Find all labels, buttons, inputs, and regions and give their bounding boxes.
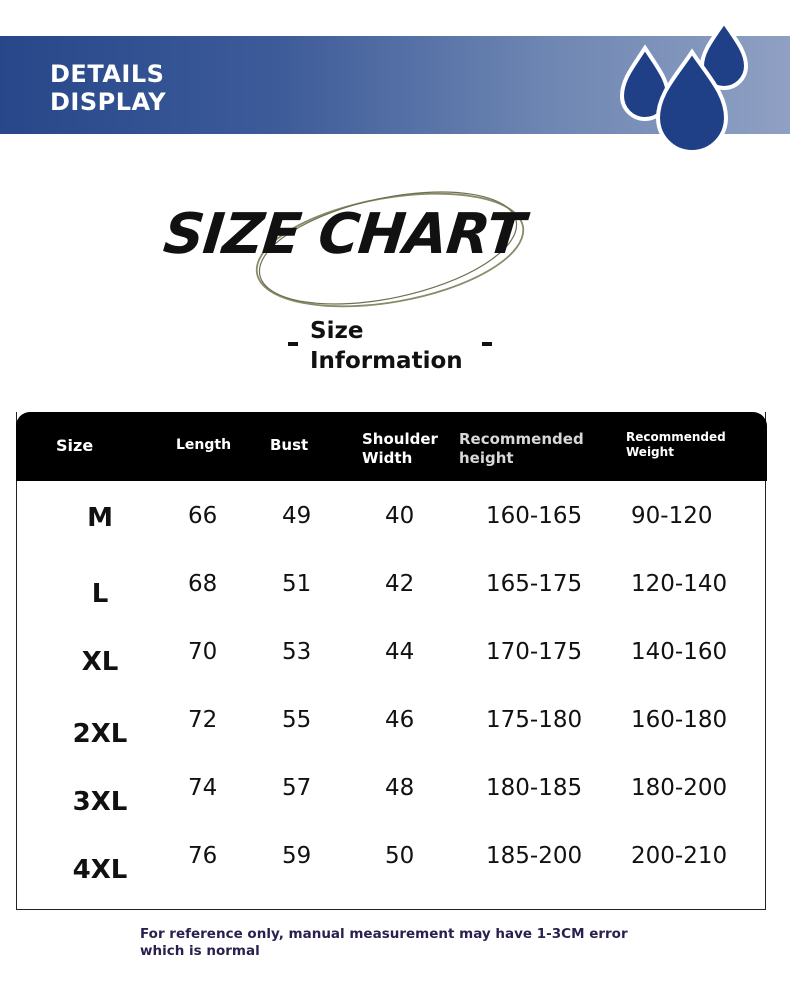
table-cell: 90-120 (631, 503, 713, 529)
section-subtitle (284, 316, 504, 376)
header-size: Size (56, 436, 94, 455)
table-header (16, 412, 767, 481)
table-cell: 48 (385, 775, 415, 801)
table-cell: 180-200 (631, 775, 728, 801)
header-recommended-weight (626, 430, 726, 460)
table-cell: 57 (282, 775, 312, 801)
page-title: SIZE CHART (160, 202, 528, 267)
table-cell: 160-165 (486, 503, 583, 529)
subtitle-line-2: Information (310, 348, 463, 374)
disclaimer-note: For reference only, manual measurement may have 1-3CM error which is normal (140, 926, 628, 959)
size-label: L (91, 579, 109, 609)
header-height-line-2: height (459, 449, 514, 467)
table-cell: 46 (385, 707, 415, 733)
table-cell: 140-160 (631, 639, 728, 665)
table-cell: 170-175 (486, 639, 583, 665)
header-shoulder-line-2: Width (362, 449, 413, 467)
size-chart-title-block (150, 180, 630, 320)
table-cell: 165-175 (486, 571, 583, 597)
table-cell: 200-210 (631, 843, 728, 869)
header-length: Length (176, 437, 232, 453)
table-cell: 120-140 (631, 571, 728, 597)
table-cell: 42 (385, 571, 415, 597)
subtitle-text (310, 316, 463, 376)
header-weight-line-2: Weight (626, 445, 674, 459)
table-cell: 50 (385, 843, 415, 869)
table-cell: 68 (188, 571, 218, 597)
banner-title (50, 60, 166, 116)
table-cell: 70 (188, 639, 218, 665)
table-cell: 53 (282, 639, 312, 665)
table-cell: 175-180 (486, 707, 583, 733)
table-cell: 160-180 (631, 707, 728, 733)
table-cell: 76 (188, 843, 218, 869)
banner-line-1: DETAILS (50, 60, 165, 88)
size-label: 2XL (72, 719, 128, 749)
table-cell: 55 (282, 707, 312, 733)
table-cell: 66 (188, 503, 218, 529)
size-label: XL (81, 647, 119, 677)
table-cell: 44 (385, 639, 415, 665)
header-shoulder-line-1: Shoulder (362, 430, 438, 448)
table-cell: 72 (188, 707, 218, 733)
table-cell: 51 (282, 571, 312, 597)
table-cell: 180-185 (486, 775, 583, 801)
header-bust: Bust (270, 436, 309, 454)
left-dash (288, 342, 298, 346)
table-cell: 74 (188, 775, 218, 801)
table-cell: 40 (385, 503, 415, 529)
header-shoulder-width (362, 430, 438, 468)
header-height-line-1: Recommended (459, 430, 584, 448)
size-label: 4XL (72, 855, 128, 885)
subtitle-line-1: Size (310, 318, 364, 344)
banner-line-2: DISPLAY (50, 88, 167, 116)
table-cell: 59 (282, 843, 312, 869)
right-dash (482, 342, 492, 346)
size-label: M (87, 503, 113, 533)
water-drops-icon (612, 18, 762, 158)
header-weight-line-1: Recommended (626, 430, 726, 444)
table-cell: 185-200 (486, 843, 583, 869)
size-label: 3XL (72, 787, 128, 817)
header-recommended-height (459, 430, 584, 468)
table-cell: 49 (282, 503, 312, 529)
